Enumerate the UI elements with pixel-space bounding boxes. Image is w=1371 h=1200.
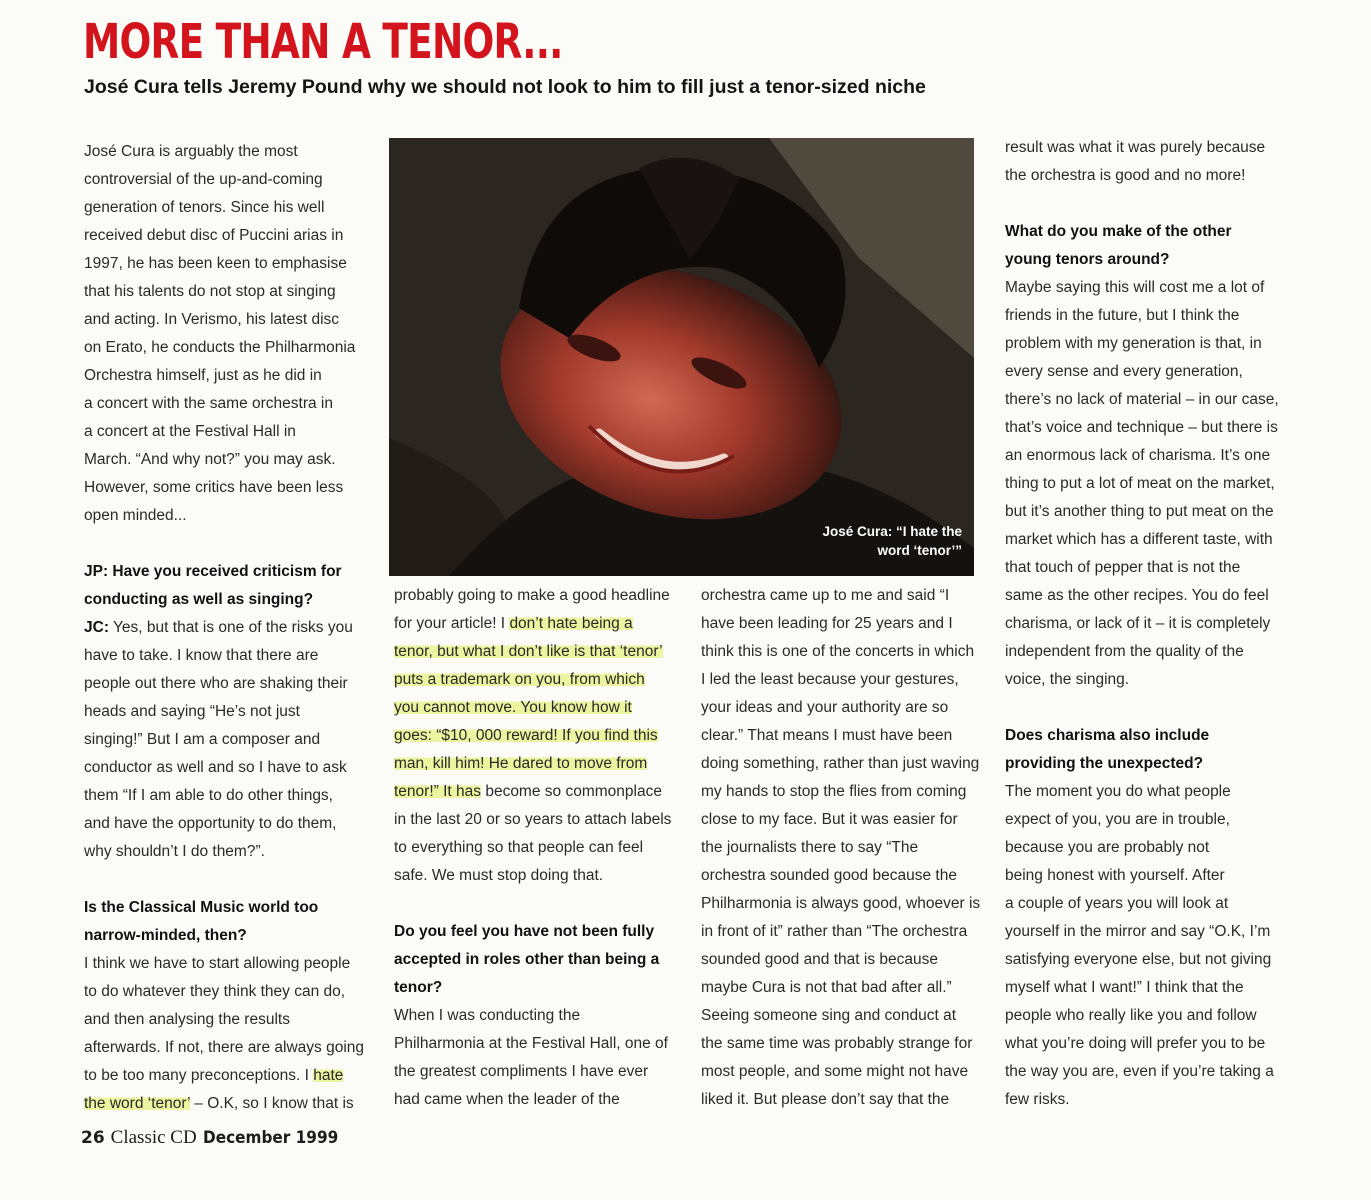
- text-line: but it’s another thing to put meat on the: [1005, 503, 1274, 520]
- text-line: I think we have to start allowing people: [84, 955, 351, 972]
- text-line: charisma, or lack of it – it is completely: [1005, 615, 1271, 632]
- magazine-name: Classic CD: [110, 1127, 197, 1148]
- question-narrow-minded: [84, 894, 374, 950]
- highlight: man, kill him! He dared to move from: [394, 755, 648, 772]
- answer-narrow-minded: I think we have to start allowing people to do whatever they think they can do, and then analysing the results afterwards. If not, there are always going to be too many preconceptions. I hate the word ‘tenor’ – O.K, so I know that is: [84, 950, 374, 1118]
- text-line: the greatest compliments I have ever: [394, 1063, 649, 1080]
- text-line: Do you feel you have not been fully: [394, 923, 655, 940]
- highlight: goes: “$10, 000 reward! If you find this: [394, 727, 658, 744]
- text-line: people out there who are shaking their: [84, 675, 348, 692]
- text-line: clear.” That means I must have been: [701, 727, 953, 744]
- text-line: young tenors around?: [1005, 251, 1170, 268]
- question-criticism: [84, 558, 374, 614]
- text-line: conducting as well as singing?: [84, 591, 314, 608]
- text-line: same as the other recipes. You do feel: [1005, 587, 1269, 604]
- text-line: Philharmonia is always good, whoever is: [701, 895, 981, 912]
- text-line: an enormous lack of charisma. It’s one: [1005, 447, 1271, 464]
- text-line: that his talents do not stop at singing: [84, 283, 336, 300]
- text-line: there’s no lack of material – in our case,: [1005, 391, 1279, 408]
- text-line: myself what I want!” I think that the: [1005, 979, 1244, 996]
- text-line: yourself in the mirror and say “O.K, I’m: [1005, 923, 1271, 940]
- text-line: my hands to stop the flies from coming: [701, 783, 967, 800]
- text-line: Orchestra himself, just as he did in: [84, 367, 322, 384]
- text-line: have been leading for 25 years and I: [701, 615, 953, 632]
- answer-roles: [394, 1002, 684, 1114]
- text-line: to do whatever they think they can do,: [84, 983, 346, 1000]
- text-line: orchestra came up to me and said “I: [701, 587, 950, 604]
- text-line: safe. We must stop doing that.: [394, 867, 604, 884]
- text-line: the orchestra is good and no more!: [1005, 167, 1246, 184]
- text-line: in front of it” rather than “The orchestra: [701, 923, 968, 940]
- answer-charisma: [1005, 778, 1295, 1114]
- text-line: and have the opportunity to do them,: [84, 815, 337, 832]
- text-line: liked it. But please don’t say that the: [701, 1091, 950, 1108]
- text-line: in the last 20 or so years to attach labels: [394, 811, 672, 828]
- text-line: expect of you, you are in trouble,: [1005, 811, 1230, 828]
- text-line: because you are probably not: [1005, 839, 1210, 856]
- text-line: the journalists there to say “The: [701, 839, 919, 856]
- text-line: on Erato, he conducts the Philharmonia: [84, 339, 356, 356]
- text-line: voice, the singing.: [1005, 671, 1130, 688]
- page-footer: [81, 1127, 353, 1149]
- text-line: 1997, he has been keen to emphasise: [84, 255, 347, 272]
- text-line: The moment you do what people: [1005, 783, 1231, 800]
- highlight: puts a trademark on you, from which: [394, 671, 645, 688]
- highlight: the word ‘tenor’: [84, 1095, 190, 1112]
- text-line: singing!” But I am a composer and: [84, 731, 321, 748]
- column-4: [1005, 134, 1295, 1114]
- answer-criticism: JC: Yes, but that is one of the risks you have to take. I know that there are people out there who are shaking their heads and saying “He’s not just singing!” But I am a composer and conductor as well and so I have to ask them “If I am able to do other things, and have the opportunity to do them, why shouldn’t I do them?”.: [84, 614, 374, 866]
- text-line: your ideas and your authority are so: [701, 699, 949, 716]
- text-line: being honest with yourself. After: [1005, 867, 1225, 884]
- text-line: satisfying everyone else, but not giving: [1005, 951, 1272, 968]
- text-line: providing the unexpected?: [1005, 755, 1204, 772]
- text-line: narrow-minded, then?: [84, 927, 247, 944]
- text-line: a couple of years you will look at: [1005, 895, 1229, 912]
- text-line: what you’re doing will prefer you to be: [1005, 1035, 1266, 1052]
- issue-date: December 1999: [202, 1128, 338, 1148]
- text-line: orchestra sounded good because the: [701, 867, 957, 884]
- text-line: close to my face. But it was easier for: [701, 811, 958, 828]
- answer-label: JC:: [84, 619, 109, 636]
- text-line: sounded good and that is because: [701, 951, 938, 968]
- text-line: result was what it was purely because: [1005, 139, 1266, 156]
- text-line: heads and saying “He’s not just: [84, 703, 300, 720]
- portrait-illustration: [389, 138, 974, 576]
- text-line: and then analysing the results: [84, 1011, 290, 1028]
- photo-caption: José Cura: “I hate the word ‘tenor’”: [822, 524, 962, 558]
- text-line: Philharmonia at the Festival Hall, one of: [394, 1035, 668, 1052]
- answer-other-tenors: [1005, 274, 1295, 694]
- text-line: most people, and some might not have: [701, 1063, 969, 1080]
- highlight: tenor, but what I don’t like is that ‘tenor’: [394, 643, 663, 660]
- text-line: tenor?: [394, 979, 443, 996]
- text-line: had came when the leader of the: [394, 1091, 620, 1108]
- highlight: don’t hate being a: [509, 615, 633, 632]
- column-2: probably going to make a good headline for your article! I don’t hate being a tenor, but what I don’t like is that ‘tenor’ puts a trademark on you, from which you cannot move. You know how it goes: “$10, 000 reward! If you find this man, kill him! He dared to move from tenor!” It has become so commonplace in the last 20 or so years to attach labels to everything so that people can feel safe. We must stop doing that. Do you feel you have not been fully accepted in roles other than being a tenor? When I was conducting the Philharmonia at the Festival Hall, one of the greatest compliments I have ever had came when the leader of the: [394, 582, 684, 1114]
- text-line: conductor as well and so I have to ask: [84, 759, 347, 776]
- text-line: think this is one of the concerts in which: [701, 643, 975, 660]
- text-line: When I was conducting the: [394, 1007, 581, 1024]
- text-line: Does charisma also include: [1005, 727, 1210, 744]
- question-other-tenors: [1005, 218, 1295, 274]
- text-line: doing something, rather than just waving: [701, 755, 980, 772]
- text-line: thing to put a lot of meat on the market,: [1005, 475, 1275, 492]
- text-line: a concert with the same orchestra in: [84, 395, 333, 412]
- text-line: market which has a different taste, with: [1005, 531, 1273, 548]
- text-line: open minded...: [84, 507, 187, 524]
- text-line: afterwards. If not, there are always going: [84, 1039, 365, 1056]
- column-3: [701, 582, 991, 1114]
- highlight: you cannot move. You know how it: [394, 699, 632, 716]
- text-line: independent from the quality of the: [1005, 643, 1244, 660]
- text-line: that’s voice and technique – but there is: [1005, 419, 1278, 436]
- text-line: friends in the future, but I think the: [1005, 307, 1240, 324]
- text-line: received debut disc of Puccini arias in: [84, 227, 344, 244]
- text-line: every sense and every generation,: [1005, 363, 1243, 380]
- question-charisma: [1005, 722, 1295, 778]
- text-line: them “If I am able to do other things,: [84, 787, 333, 804]
- text-line: Maybe saying this will cost me a lot of: [1005, 279, 1265, 296]
- text-line: to everything so that people can feel: [394, 839, 644, 856]
- text-line: controversial of the up-and-coming: [84, 171, 323, 188]
- text-line: Seeing someone sing and conduct at: [701, 1007, 957, 1024]
- text-line: and acting. In Verismo, his latest disc: [84, 311, 340, 328]
- text-line: the same time was probably strange for: [701, 1035, 973, 1052]
- column-1: [84, 138, 374, 1118]
- text-line: Is the Classical Music world too: [84, 899, 319, 916]
- text-line: However, some critics have been less: [84, 479, 344, 496]
- highlight: hate: [313, 1067, 344, 1084]
- text-line: José Cura is arguably the most: [84, 143, 298, 160]
- text-line: JP: Have you received criticism for: [84, 563, 342, 580]
- text-line: the way you are, even if you’re taking a: [1005, 1063, 1274, 1080]
- text-line: why shouldn’t I do them?”.: [84, 843, 265, 860]
- text-line: accepted in roles other than being a: [394, 951, 660, 968]
- text-line: maybe Cura is not that bad after all.”: [701, 979, 952, 996]
- highlight: tenor!” It has: [394, 783, 482, 800]
- text-line: What do you make of the other: [1005, 223, 1232, 240]
- intro-paragraph: [84, 138, 374, 530]
- text-line: problem with my generation is that, in: [1005, 335, 1262, 352]
- text-line: that touch of pepper that is not the: [1005, 559, 1241, 576]
- page-number: 26: [81, 1128, 105, 1148]
- text-line: March. “And why not?” you may ask.: [84, 451, 336, 468]
- text-line: people who really like you and follow: [1005, 1007, 1257, 1024]
- text-line: few risks.: [1005, 1091, 1070, 1108]
- text-line: generation of tenors. Since his well: [84, 199, 325, 216]
- text-line: have to take. I know that there are: [84, 647, 319, 664]
- text-line: I led the least because your gestures,: [701, 671, 959, 688]
- text-line: a concert at the Festival Hall in: [84, 423, 296, 440]
- standfirst: José Cura tells Jeremy Pound why we should not look to him to fill just a tenor-sized niche: [84, 76, 926, 98]
- portrait-photo: [389, 138, 974, 576]
- question-roles: [394, 918, 684, 1002]
- headline: MORE THAN A TENOR...: [83, 14, 563, 70]
